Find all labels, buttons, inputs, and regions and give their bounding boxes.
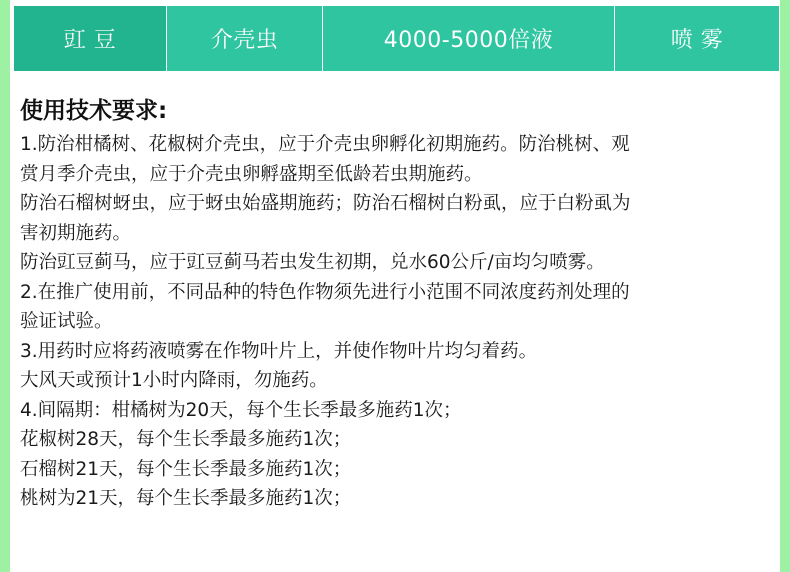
text-line: 石榴树21天，每个生长季最多施药1次； xyxy=(20,458,352,480)
dilution-cell: 4000-5000倍液 xyxy=(322,6,614,71)
text-line: 4.间隔期：柑橘树为20天，每个生长季最多施药1次； xyxy=(20,399,462,421)
text-line: 大风天或预计1小时内降雨，勿施药。 xyxy=(20,370,328,391)
text-line: 桃树为21天，每个生长季最多施药1次； xyxy=(20,488,352,509)
text-line: 验证试验。 xyxy=(20,311,113,332)
requirements-text xyxy=(20,130,770,514)
text-line: 防治豇豆蓟马，应于豇豆蓟马若虫发生初期，兑水60公斤/亩均匀喷雾。 xyxy=(20,252,605,273)
text-line: 害初期施药。 xyxy=(20,222,132,244)
text-line: 1.防治柑橘树、花椒树介壳虫，应于介壳虫卵孵化初期施药。防治桃树、观 xyxy=(20,134,630,155)
content-card xyxy=(10,0,780,572)
method-cell: 喷 雾 xyxy=(614,6,779,71)
text-line: 防治石榴树蚜虫，应于蚜虫始盛期施药；防治石榴树白粉虱，应于白粉虱为 xyxy=(20,193,631,214)
crop-cell: 豇 豆 xyxy=(14,6,166,71)
section-title: 使用技术要求: xyxy=(20,98,168,124)
pest-cell: 介壳虫 xyxy=(166,6,322,71)
text-line: 赏月季介壳虫，应于介壳虫卵孵盛期至低龄若虫期施药。 xyxy=(20,163,483,185)
pesticide-table-row xyxy=(14,6,779,71)
text-line: 3.用药时应将药液喷雾在作物叶片上，并使作物叶片均匀着药。 xyxy=(20,340,538,362)
text-line: 2.在推广使用前，不同品种的特色作物须先进行小范围不同浓度药剂处理的 xyxy=(20,281,630,303)
text-line: 花椒树28天，每个生长季最多施药1次； xyxy=(20,429,352,450)
